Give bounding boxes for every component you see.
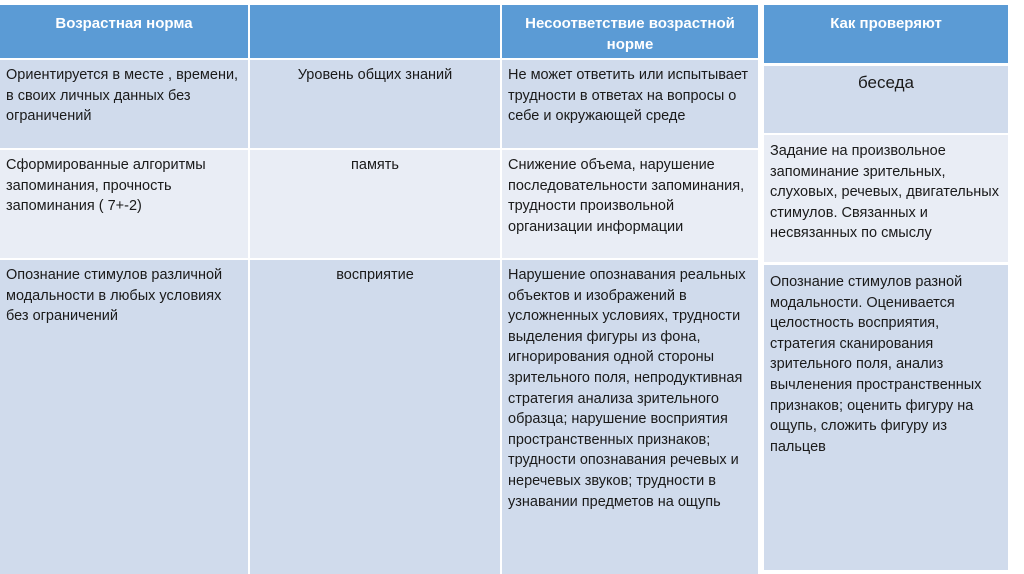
row1-deviation: Не может ответить или испытывает трудности в ответах на вопросы о себе и окружающей среде	[502, 60, 758, 148]
row2-function: память	[250, 150, 500, 258]
header-deviation: Несоответствие возрастной норме	[502, 5, 758, 58]
row1-function: Уровень общих знаний	[250, 60, 500, 148]
check-row1: беседа	[764, 66, 1008, 133]
row2-norm: Сформированные алгоритмы запоминания, прочность запоминания ( 7+-2)	[0, 150, 248, 258]
check-row3: Опознание стимулов разной модальности. Оценивается целостность восприятия, стратегия сканирования зрительного поля, анализ вычленения пространственных признаков; оценить фигуру на ощупь, сложить фигуру из пальцев	[764, 265, 1008, 570]
row1-norm: Ориентируется в месте , времени, в своих личных данных без ограничений	[0, 60, 248, 148]
row3-deviation: Нарушение опознавания реальных объектов и изображений в усложненных условиях, трудности выделения фигуры из фона, игнорирования одной стороны зрительного поля, непродуктивная стратегия анализа зрительного образца; нарушение восприятия пространственных признаков; трудности опознавания речевых и неречевых звуков; трудности в узнавании предметов на ощупь	[502, 260, 758, 574]
row2-deviation: Снижение объема, нарушение последовательности запоминания, трудности произвольной организации информации	[502, 150, 758, 258]
header-age-norm: Возрастная норма	[0, 5, 248, 58]
header-how-checked: Как проверяют	[764, 5, 1008, 63]
row3-function: восприятие	[250, 260, 500, 574]
row3-norm: Опознание стимулов различной модальности в любых условиях без ограничений	[0, 260, 248, 574]
header-function	[250, 5, 500, 58]
check-row2: Задание на произвольное запоминание зрительных, слуховых, речевых, двигательных стимулов. Связанных и несвязанных по смыслу	[764, 135, 1008, 262]
